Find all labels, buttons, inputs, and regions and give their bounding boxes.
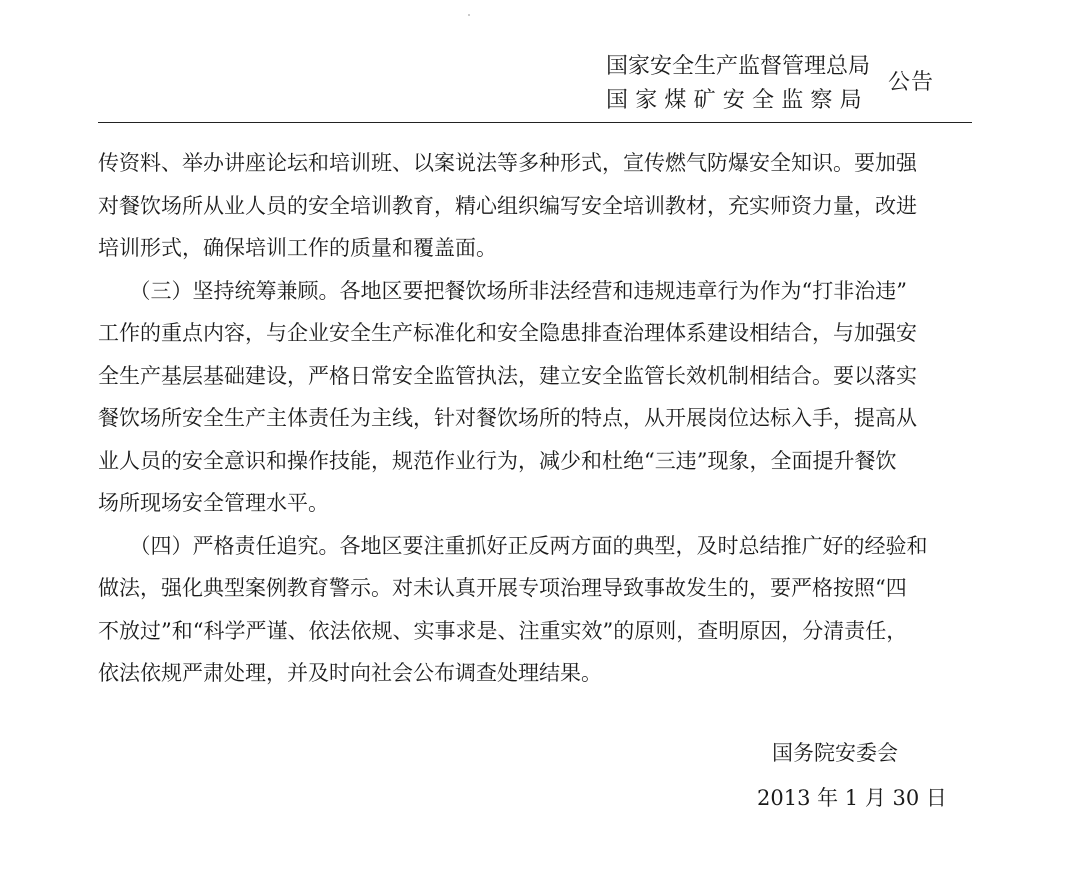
body-line: （四）严格责任追究。各地区要注重抓好正反两方面的典型，及时总结推广好的经验和 bbox=[98, 533, 928, 558]
body-line: （三）坚持统筹兼顾。各地区要把餐饮场所非法经营和违规违章行为作为“打非治违” bbox=[98, 278, 907, 303]
header-rule bbox=[98, 122, 972, 123]
body-line: 培训形式，确保培训工作的质量和覆盖面。 bbox=[98, 236, 497, 260]
body-line: 做法，强化典型案例教育警示。对未认真开展专项治理导致事故发生的，要严格按照“四 bbox=[98, 576, 907, 600]
body-line: 工作的重点内容，与企业安全生产标准化和安全隐患排查治理体系建设相结合，与加强安 bbox=[98, 321, 917, 345]
issuer-line-1: 国家安全生产监督管理总局 bbox=[606, 54, 871, 79]
issuer-line-2: 国家煤矿安全监察局 bbox=[606, 88, 869, 113]
body-line: 依法依规严肃处理，并及时向社会公布调查处理结果。 bbox=[98, 661, 602, 685]
body-line: 对餐饮场所从业人员的安全培训教育，精心组织编写安全培训教材，充实师资力量，改进 bbox=[98, 193, 917, 218]
scan-speck bbox=[468, 14, 470, 16]
body-text bbox=[98, 142, 978, 695]
body-line: 业人员的安全意识和操作技能，规范作业行为，减少和杜绝“三违”现象，全面提升餐饮 bbox=[98, 448, 897, 473]
body-line: 不放过”和“科学严谨、依法依规、实事求是、注重实效”的原则，查明原因，分清责任， bbox=[98, 618, 908, 643]
doc-type-label: 公告 bbox=[888, 70, 935, 95]
body-line: 场所现场安全管理水平。 bbox=[98, 491, 329, 515]
body-line: 餐饮场所安全生产主体责任为主线，针对餐饮场所的特点，从开展岗位达标入手，提高从 bbox=[98, 406, 917, 430]
body-line: 传资料、举办讲座论坛和培训班、以案说法等多种形式，宣传燃气防爆安全知识。要加强 bbox=[98, 151, 917, 175]
signature-date: 2013 年 1 月 30 日 bbox=[757, 786, 947, 810]
issuer-block bbox=[606, 50, 886, 118]
body-line: 全生产基层基础建设，严格日常安全监管执法，建立安全监管长效机制相结合。要以落实 bbox=[98, 363, 917, 388]
signature-org: 国务院安委会 bbox=[772, 741, 898, 765]
